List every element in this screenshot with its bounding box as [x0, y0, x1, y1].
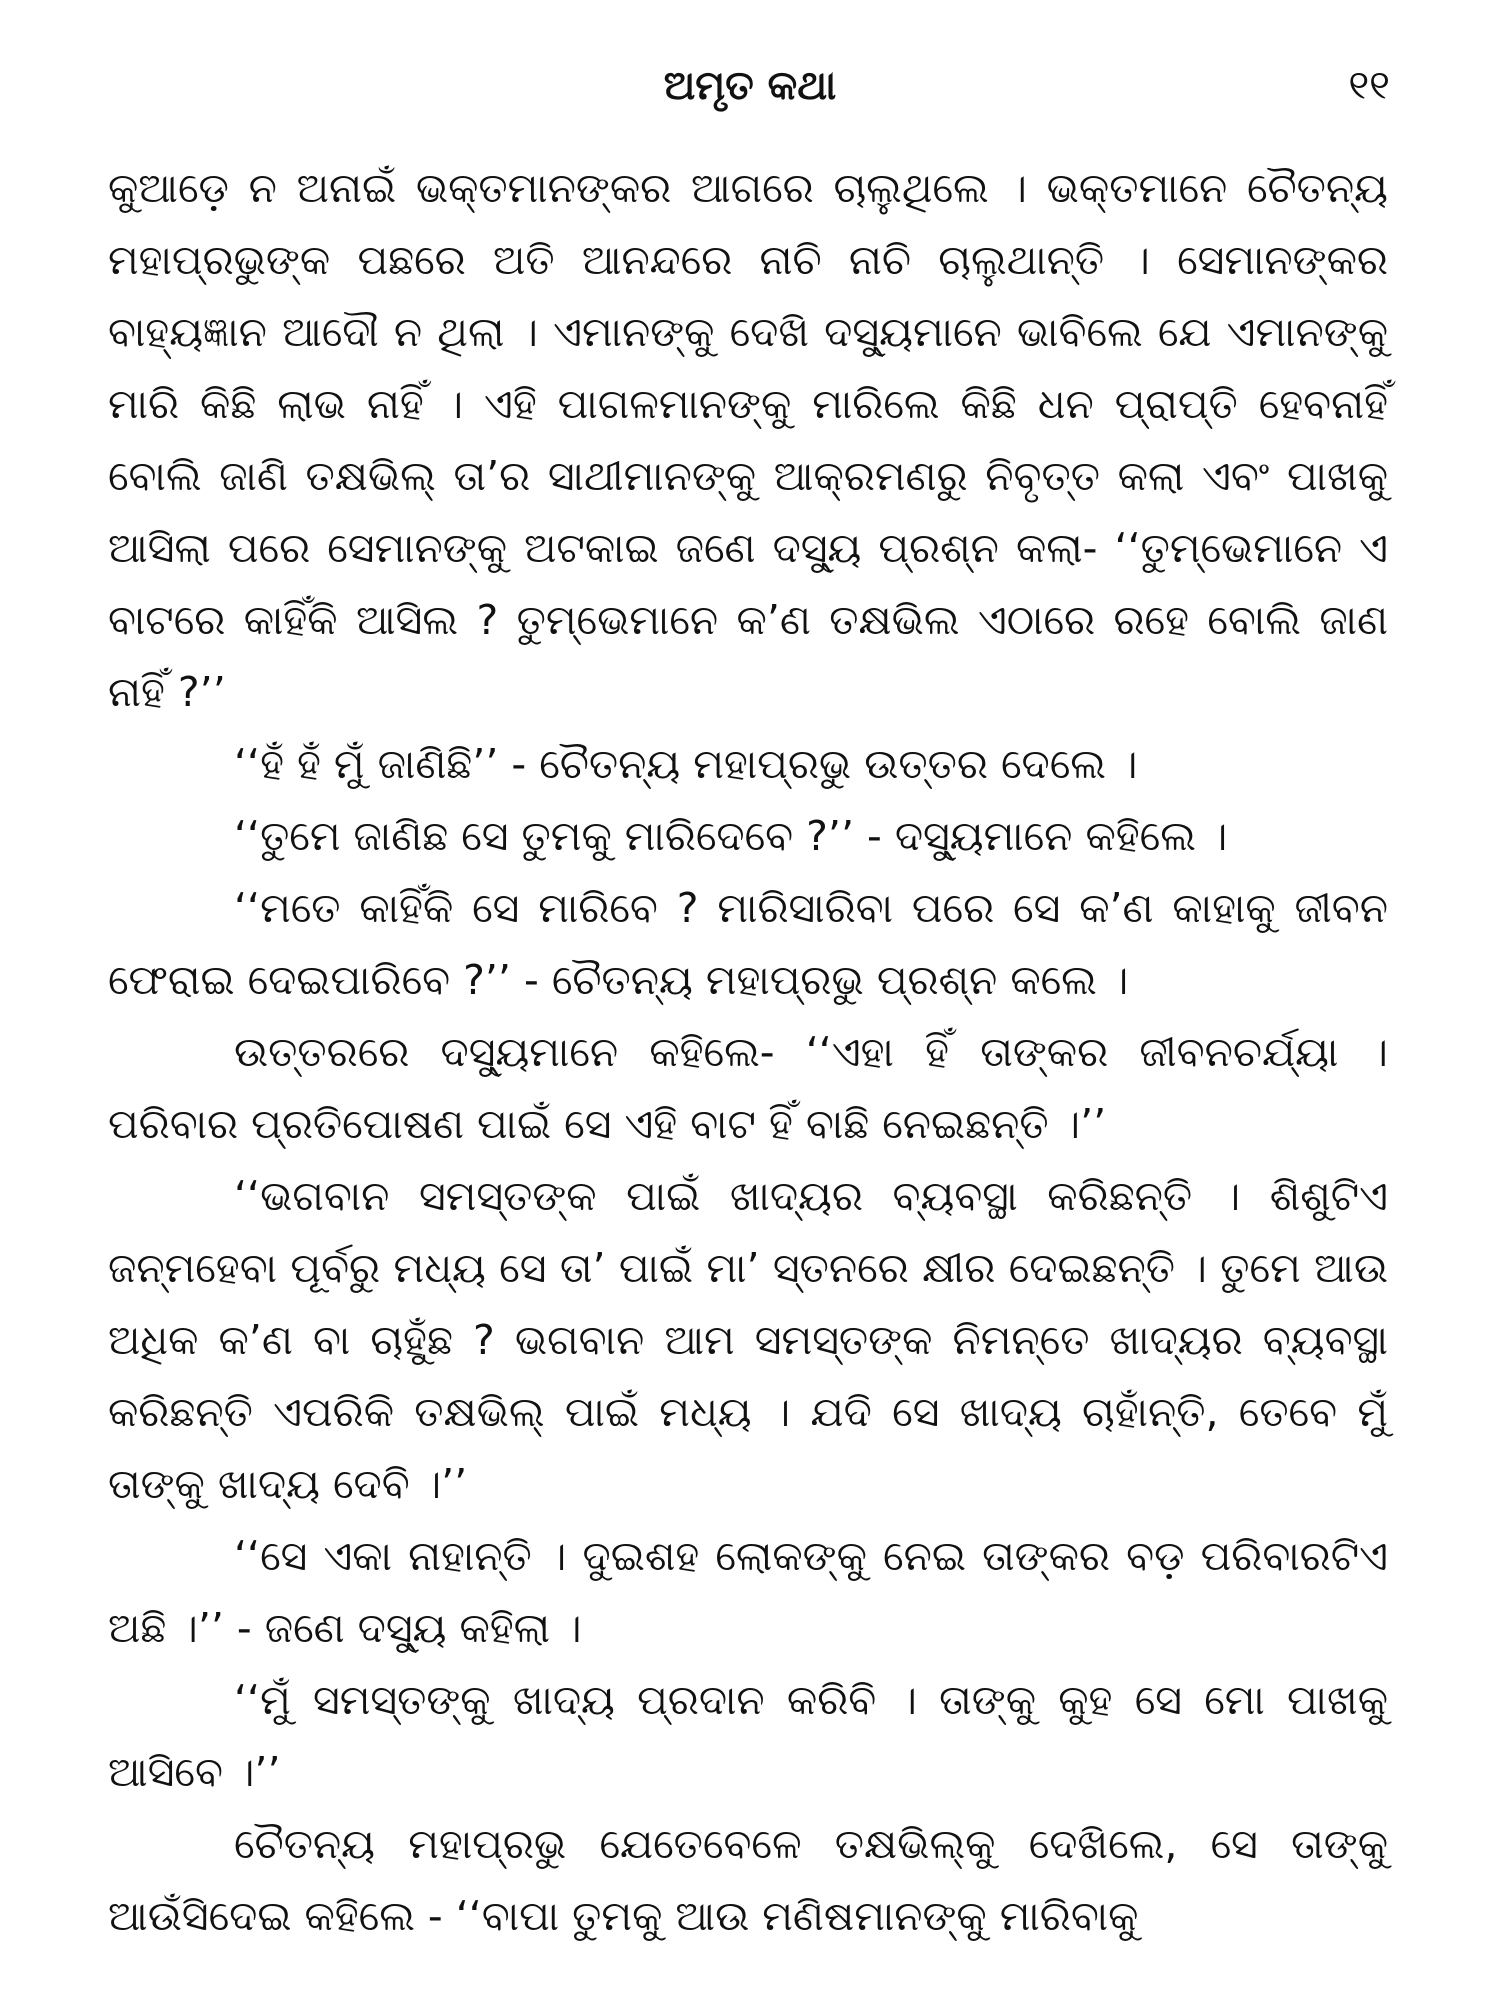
- body-text: [108, 152, 1402, 1952]
- paragraph: ‘‘ତୁମେ ଜାଣିଛ ସେ ତୁମକୁ ମାରିଦେବେ ?’’ - ଦସ୍ୟୁମାନେ କହିଲେ ।: [234, 812, 1228, 860]
- paragraph: ଚୈତନ୍ୟ ମହାପ୍ରଭୁ ଯେତେବେଳେ ତକ୍ଷଭିଲ୍‌କୁ ଦେଖିଲେ, ସେ ତାଙ୍କୁ ଆଉଁସିଦେଇ କହିଲେ - ‘‘ବାପା ତୁମକୁ ଆଉ ମଣିଷମାନଙ୍କୁ ମାରିବାକୁ: [108, 1820, 1402, 1940]
- paragraph: କୁଆଡ଼େ ନ ଅନାଇଁ ଭକ୍ତମାନଙ୍କର ଆଗରେ ଚାଲୁଥିଲେ । ଭକ୍ତମାନେ ଚୈତନ୍ୟ ମହାପ୍ରଭୁଙ୍କ ପଛରେ ଅତି ଆନନ୍ଦରେ ନାଚି ନାଚି ଚାଲୁଥାନ୍ତି । ସେମାନଙ୍କର ବାହ୍ୟଜ୍ଞାନ ଆଦୌ ନ ଥିଲା । ଏମାନଙ୍କୁ ଦେଖି ଦସ୍ୟୁମାନେ ଭାବିଲେ ଯେ ଏମାନଙ୍କୁ ମାରି କିଛି ଲାଭ ନାହିଁ । ଏହି ପାଗଳମାନଙ୍କୁ ମାରିଲେ କିଛି ଧନ ପ୍ରାପ୍ତି ହେବନାହିଁ ବୋଲି ଜାଣି ତକ୍ଷଭିଲ୍ ତା’ର ସାଥୀମାନଙ୍କୁ ଆକ୍ରମଣରୁ ନିବୃତ୍ତ କଲା ଏବଂ ପାଖକୁ ଆସିଲା ପରେ ସେମାନଙ୍କୁ ଅଟକାଇ ଜଣେ ଦସ୍ୟୁ ପ୍ରଶ୍ନ କଲା- ‘‘ତୁମ୍ଭେମାନେ ଏ ବାଟରେ କାହିଁକି ଆସିଲ ? ତୁମ୍ଭେମାନେ କ’ଣ ତକ୍ଷଭିଲ ଏଠାରେ ରହେ ବୋଲି ଜାଣ ନାହିଁ ?’’: [108, 164, 1402, 716]
- paragraph: ଉତ୍ତରରେ ଦସ୍ୟୁମାନେ କହିଲେ- ‘‘ଏହା ହିଁ ତାଙ୍କର ଜୀବନଚର୍ଯ୍ୟା । ପରିବାର ପ୍ରତିପୋଷଣ ପାଇଁ ସେ ଏହି ବାଟ ହିଁ ବାଛି ନେଇଛନ୍ତି ।’’: [108, 1028, 1402, 1148]
- paragraph: ‘‘ହଁ ହଁ ମୁଁ ଜାଣିଛି’’ - ଚୈତନ୍ୟ ମହାପ୍ରଭୁ ଉତ୍ତର ଦେଲେ ।: [234, 740, 1138, 788]
- paragraph: ‘‘ମୁଁ ସମସ୍ତଙ୍କୁ ଖାଦ୍ୟ ପ୍ରଦାନ କରିବି । ତାଙ୍କୁ କୁହ ସେ ମୋ ପାଖକୁ ଆସିବେ ।’’: [108, 1676, 1402, 1796]
- paragraph: ‘‘ମତେ କାହିଁକି ସେ ମାରିବେ ? ମାରିସାରିବା ପରେ ସେ କ’ଣ କାହାକୁ ଜୀବନ ଫେରାଇ ଦେଇପାରିବେ ?’’ - ଚୈତନ୍ୟ ମହାପ୍ରଭୁ ପ୍ରଶ୍ନ କଲେ ।: [108, 884, 1402, 1004]
- page-number: ୧୧: [1348, 63, 1390, 109]
- paragraph: ‘‘ସେ ଏକା ନାହାନ୍ତି । ଦୁଇଶହ ଲୋକଙ୍କୁ ନେଇ ତାଙ୍କର ବଡ଼ ପରିବାରଟିଏ ଅଛି ।’’ - ଜଣେ ଦସ୍ୟୁ କହିଲା ।: [108, 1532, 1402, 1652]
- running-title: ଅମୃତ କଥା: [663, 63, 837, 109]
- page-header: [0, 58, 1500, 118]
- paragraph: ‘‘ଭଗବାନ ସମସ୍ତଙ୍କ ପାଇଁ ଖାଦ୍ୟର ବ୍ୟବସ୍ଥା କରିଛନ୍ତି । ଶିଶୁଟିଏ ଜନ୍ମହେବା ପୂର୍ବରୁ ମଧ୍ୟ ସେ ତା’ ପାଇଁ ମା’ ସ୍ତନରେ କ୍ଷୀର ଦେଇଛନ୍ତି । ତୁମେ ଆଉ ଅଧିକ କ’ଣ ବା ଚାହୁଁଛ ? ଭଗବାନ ଆମ ସମସ୍ତଙ୍କ ନିମନ୍ତେ ଖାଦ୍ୟର ବ୍ୟବସ୍ଥା କରିଛନ୍ତି ଏପରିକି ତକ୍ଷଭିଲ୍ ପାଇଁ ମଧ୍ୟ । ଯଦି ସେ ଖାଦ୍ୟ ଚାହାଁନ୍ତି, ତେବେ ମୁଁ ତାଙ୍କୁ ଖାଦ୍ୟ ଦେବି ।’’: [108, 1172, 1402, 1508]
